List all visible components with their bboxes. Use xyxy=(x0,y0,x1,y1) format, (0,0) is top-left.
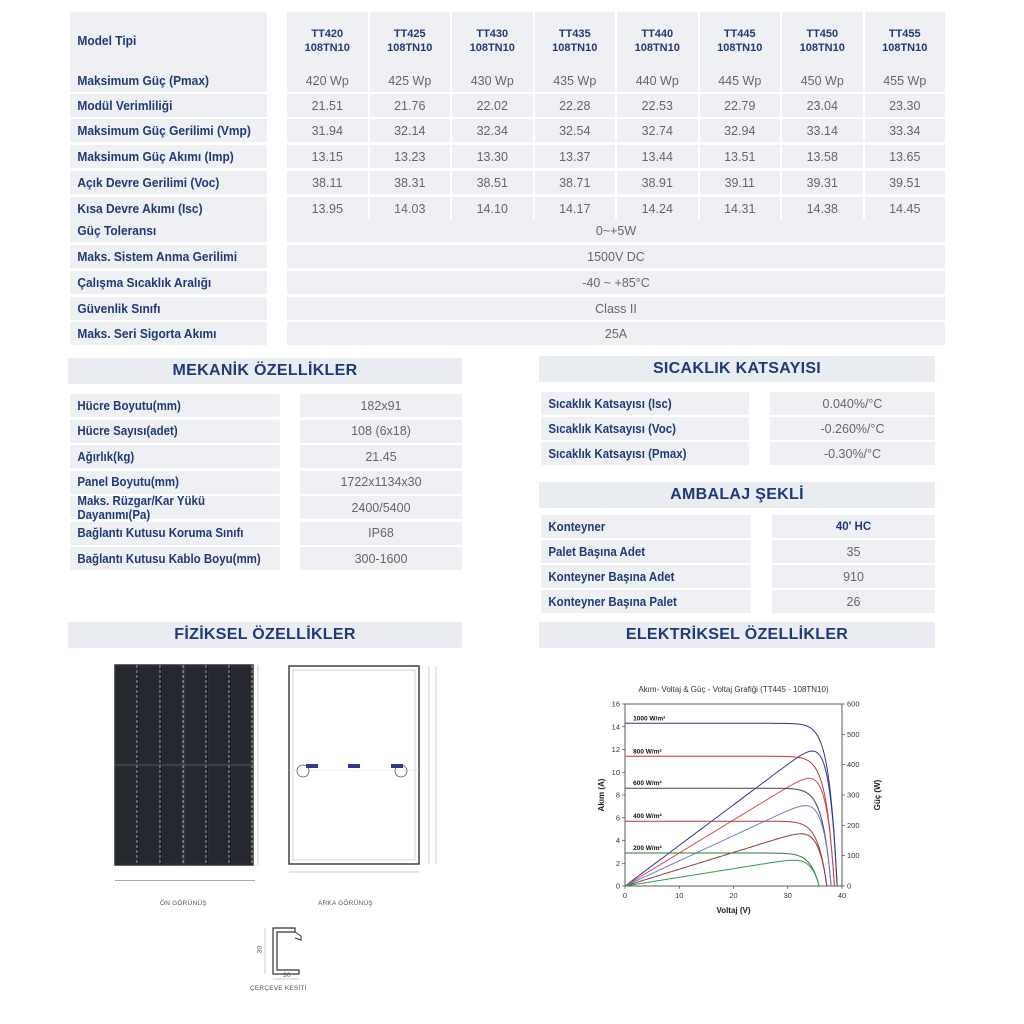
model-name-line2: 108TN10 xyxy=(882,41,928,54)
y2-tick-label: 400 xyxy=(847,760,860,770)
solar-cell-string xyxy=(163,667,183,764)
spec-row-value: 33.14 xyxy=(782,119,863,142)
spec-shared-label: Güç Toleransı xyxy=(70,219,267,242)
iv-chart xyxy=(580,678,900,918)
spec-row-value: 14.24 xyxy=(617,197,698,220)
mechanical-row-label: Bağlantı Kutusu Kablo Boyu(mm) xyxy=(70,547,280,570)
solar-cell-string xyxy=(209,767,229,864)
spec-row-value: 39.51 xyxy=(865,171,946,194)
model-name-line2: 108TN10 xyxy=(552,41,598,54)
mechanical-row-value: 21.45 xyxy=(300,445,462,468)
model-name-line2: 108TN10 xyxy=(799,41,845,54)
solar-cell-string xyxy=(117,767,137,864)
spec-row-value: 13.44 xyxy=(617,145,698,168)
temperature-row-value: -0.30%/°C xyxy=(770,442,935,465)
spec-row-label: Modül Verimliliği xyxy=(70,94,267,117)
spec-row-value: 32.34 xyxy=(452,119,533,142)
spec-row-value: 13.23 xyxy=(370,145,451,168)
spec-shared-value: 0~+5W xyxy=(287,219,945,242)
temperature-row-label: Sıcaklık Katsayısı (Isc) xyxy=(541,392,749,415)
model-name-line2: 108TN10 xyxy=(634,41,680,54)
model-header-cell xyxy=(700,12,781,69)
model-header-cell xyxy=(452,12,533,69)
x-tick-label: 0 xyxy=(622,891,628,900)
mechanical-row-value: 1722x1134x30 xyxy=(300,471,462,494)
spec-row-value: 13.37 xyxy=(535,145,616,168)
back-view-caption: ARKA GÖRÜNÜŞ xyxy=(318,900,373,907)
electrical-title: ELEKTRİKSEL ÖZELLİKLER xyxy=(539,622,935,648)
solar-cell-string xyxy=(186,767,206,864)
spec-row-value: 38.91 xyxy=(617,171,698,194)
model-name-line2: 108TN10 xyxy=(387,41,433,54)
mechanical-row-label: Bağlantı Kutusu Koruma Sınıfı xyxy=(70,522,280,545)
model-name-line2: 108TN10 xyxy=(717,41,763,54)
spec-row-label: Maksimum Güç Gerilimi (Vmp) xyxy=(70,119,267,142)
packaging-row-value: 40' HC xyxy=(772,515,935,538)
spec-row-label: Maksimum Güç (Pmax) xyxy=(70,69,267,92)
model-name-line1: TT435 xyxy=(558,27,591,40)
y-tick-label: 14 xyxy=(611,722,620,732)
spec-row-value: 430 Wp xyxy=(452,69,533,92)
model-name-line2: 108TN10 xyxy=(469,41,515,54)
x-axis-label: Voltaj (V) xyxy=(716,906,751,915)
y-tick-label: 12 xyxy=(611,745,620,754)
y2-tick-label: 100 xyxy=(847,851,860,861)
mechanical-row-value: IP68 xyxy=(300,522,462,545)
spec-row-value: 455 Wp xyxy=(865,69,946,92)
packaging-row-label: Palet Başına Adet xyxy=(541,540,751,563)
spec-row-value: 13.58 xyxy=(782,145,863,168)
spec-shared-value: Class II xyxy=(287,297,945,320)
series-label: 800 W/m² xyxy=(633,748,662,756)
y-tick-label: 4 xyxy=(615,836,620,845)
model-header-cell xyxy=(287,12,368,69)
spec-row-label: Maksimum Güç Akımı (Imp) xyxy=(70,145,267,168)
spec-row-value: 32.54 xyxy=(535,119,616,142)
model-header-cell xyxy=(865,12,946,69)
spec-row-value: 435 Wp xyxy=(535,69,616,92)
series-label: 400 W/m² xyxy=(633,813,662,821)
y-tick-label: 6 xyxy=(615,813,620,823)
model-name-line2: 108TN10 xyxy=(304,41,350,54)
model-header-label: Model Tipi xyxy=(70,12,267,69)
temperature-row-value: -0.260%/°C xyxy=(770,417,935,440)
spec-row-value: 440 Wp xyxy=(617,69,698,92)
spec-row-value: 39.31 xyxy=(782,171,863,194)
mechanical-row-label: Ağırlık(kg) xyxy=(70,445,280,468)
spec-row-value: 425 Wp xyxy=(370,69,451,92)
model-header-cell xyxy=(617,12,698,69)
y2-axis-label: Güç (W) xyxy=(873,779,882,811)
solar-cell-string xyxy=(209,667,229,764)
packaging-row-value: 910 xyxy=(772,565,935,588)
mechanical-title: MEKANİK ÖZELLİKLER xyxy=(68,358,462,384)
solar-cell-string xyxy=(140,667,160,764)
packaging-title: AMBALAJ ŞEKLİ xyxy=(539,482,935,508)
spec-row-value: 14.10 xyxy=(452,197,533,220)
pv-curve-1 xyxy=(625,778,834,886)
model-name-line1: TT445 xyxy=(723,27,756,40)
temperature-row-value: 0.040%/°C xyxy=(770,392,935,415)
packaging-row-label: Konteyner Başına Palet xyxy=(541,590,751,613)
spec-row-value: 14.31 xyxy=(700,197,781,220)
mechanical-row-value: 182x91 xyxy=(300,394,462,417)
spec-row-value: 13.95 xyxy=(287,197,368,220)
spec-row-value: 445 Wp xyxy=(700,69,781,92)
series-label: 1000 W/m² xyxy=(633,715,666,723)
spec-row-value: 13.30 xyxy=(452,145,533,168)
spec-row-value: 14.03 xyxy=(370,197,451,220)
mechanical-row-label: Maks. Rüzgar/Kar Yükü Dayanımı(Pa) xyxy=(70,496,280,519)
solar-cell-string xyxy=(140,767,160,864)
temperature-row-label: Sıcaklık Katsayısı (Pmax) xyxy=(541,442,749,465)
model-name-line1: TT440 xyxy=(641,27,674,40)
spec-row-label: Kısa Devre Akımı (Isc) xyxy=(70,197,267,220)
series-label: 600 W/m² xyxy=(633,780,662,788)
model-name-line1: TT450 xyxy=(806,27,839,40)
y-axis-label: Akım (A) xyxy=(597,778,606,812)
spec-shared-label: Çalışma Sıcaklık Aralığı xyxy=(70,271,267,294)
mechanical-row-value: 108 (6x18) xyxy=(300,420,462,443)
spec-shared-label: Güvenlik Sınıfı xyxy=(70,297,267,320)
y-tick-label: 2 xyxy=(615,858,620,868)
spec-row-value: 13.51 xyxy=(700,145,781,168)
spec-row-value: 38.31 xyxy=(370,171,451,194)
model-header-cell xyxy=(370,12,451,69)
spec-row-value: 31.94 xyxy=(287,119,368,142)
temperature-title: SICAKLIK KATSAYISI xyxy=(539,356,935,382)
y-tick-label: 0 xyxy=(615,881,620,891)
model-header-cell xyxy=(782,12,863,69)
spec-row-value: 14.17 xyxy=(535,197,616,220)
spec-shared-value: 25A xyxy=(287,322,945,345)
spec-row-value: 38.71 xyxy=(535,171,616,194)
spec-shared-value: -40 ~ +85°C xyxy=(287,271,945,294)
front-view-caption: ÖN GÖRÜNÜŞ xyxy=(160,900,207,907)
mechanical-row-label: Hücre Boyutu(mm) xyxy=(70,394,280,417)
packaging-row-value: 26 xyxy=(772,590,935,613)
mechanical-row-label: Panel Boyutu(mm) xyxy=(70,471,280,494)
spec-row-value: 21.51 xyxy=(287,94,368,117)
frame-caption: ÇERÇEVE KESİTİ xyxy=(250,985,307,992)
packaging-row-label: Konteyner Başına Adet xyxy=(541,565,751,588)
spec-row-value: 33.34 xyxy=(865,119,946,142)
physical-title: FİZİKSEL ÖZELLİKLER xyxy=(68,622,462,648)
front-view-panel xyxy=(112,662,260,874)
spec-row-value: 22.79 xyxy=(700,94,781,117)
y2-tick-label: 600 xyxy=(847,699,860,709)
spec-row-value: 22.53 xyxy=(617,94,698,117)
spec-row-value: 420 Wp xyxy=(287,69,368,92)
y-tick-label: 10 xyxy=(611,767,620,777)
solar-cell-string xyxy=(163,767,183,864)
spec-row-value: 39.11 xyxy=(700,171,781,194)
x-tick-label: 10 xyxy=(675,891,684,900)
temperature-row-label: Sıcaklık Katsayısı (Voc) xyxy=(541,417,749,440)
spec-shared-label: Maks. Sistem Anma Gerilimi xyxy=(70,245,267,268)
spec-row-value: 14.38 xyxy=(782,197,863,220)
model-name-line1: TT420 xyxy=(311,27,344,40)
spec-row-value: 13.65 xyxy=(865,145,946,168)
front-view-dimension-line xyxy=(115,880,255,881)
spec-row-label: Açık Devre Gerilimi (Voc) xyxy=(70,171,267,194)
spec-row-value: 23.04 xyxy=(782,94,863,117)
spec-row-value: 14.45 xyxy=(865,197,946,220)
packaging-row-value: 35 xyxy=(772,540,935,563)
x-tick-label: 30 xyxy=(783,891,792,900)
spec-row-value: 38.51 xyxy=(452,171,533,194)
chart-title: Akım- Voltaj & Güç - Voltaj Grafiği (TT445 - 108TN10) xyxy=(638,685,829,694)
spec-row-value: 23.30 xyxy=(865,94,946,117)
mechanical-row-value: 300-1600 xyxy=(300,547,462,570)
series-label: 200 W/m² xyxy=(633,845,662,853)
spec-row-value: 450 Wp xyxy=(782,69,863,92)
back-view-panel xyxy=(283,660,443,878)
model-header-cell xyxy=(535,12,616,69)
solar-cell-string xyxy=(232,667,252,764)
frame-dim-width: 30 xyxy=(283,972,291,979)
spec-row-value: 22.28 xyxy=(535,94,616,117)
spec-row-value: 13.15 xyxy=(287,145,368,168)
y2-tick-label: 200 xyxy=(847,820,860,830)
spec-shared-value: 1500V DC xyxy=(287,245,945,268)
y2-tick-label: 500 xyxy=(847,729,860,739)
model-name-line1: TT425 xyxy=(393,27,426,40)
model-name-line1: TT430 xyxy=(476,27,509,40)
x-tick-label: 20 xyxy=(729,891,738,900)
y-tick-label: 16 xyxy=(611,699,620,709)
spec-row-value: 22.02 xyxy=(452,94,533,117)
solar-cell-string xyxy=(117,667,137,764)
solar-cell-string xyxy=(186,667,206,764)
spec-row-value: 32.94 xyxy=(700,119,781,142)
y2-tick-label: 0 xyxy=(847,881,852,891)
mechanical-row-label: Hücre Sayısı(adet) xyxy=(70,420,280,443)
spec-row-value: 32.74 xyxy=(617,119,698,142)
spec-shared-label: Maks. Seri Sigorta Akımı xyxy=(70,322,267,345)
spec-row-value: 32.14 xyxy=(370,119,451,142)
mechanical-row-value: 2400/5400 xyxy=(300,496,462,519)
frame-dim-height: 30 xyxy=(256,945,264,954)
y-tick-label: 8 xyxy=(615,790,620,800)
model-name-line1: TT455 xyxy=(888,27,921,40)
spec-row-value: 38.11 xyxy=(287,171,368,194)
spec-row-value: 21.76 xyxy=(370,94,451,117)
y2-tick-label: 300 xyxy=(847,790,860,800)
packaging-row-label: Konteyner xyxy=(541,515,751,538)
solar-cell-string xyxy=(232,767,252,864)
x-tick-label: 40 xyxy=(837,891,847,900)
